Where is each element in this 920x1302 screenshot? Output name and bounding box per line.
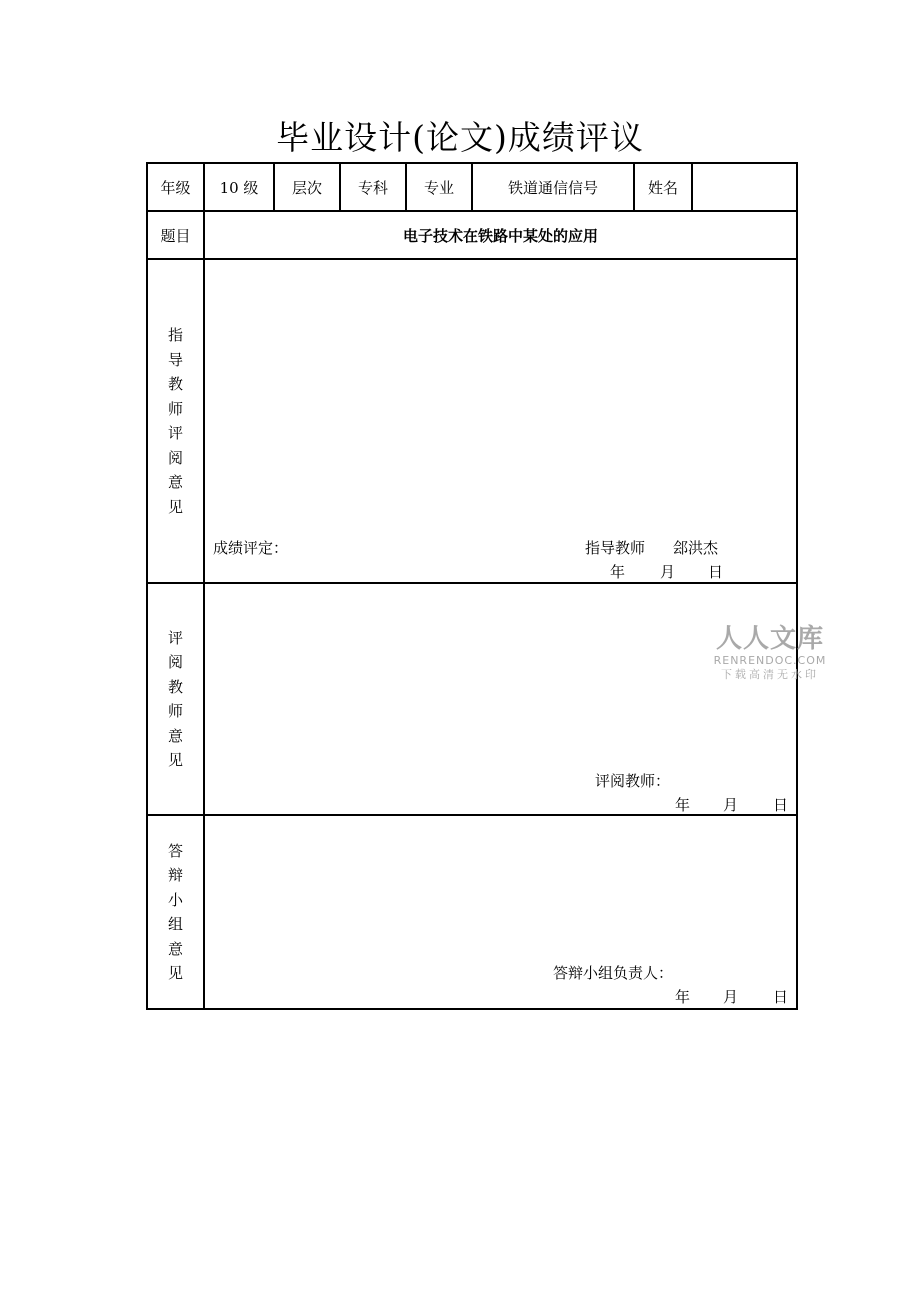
advisor-year: 年 — [610, 563, 626, 581]
defense-section-label — [147, 815, 204, 1009]
grade-value: 10 级 — [204, 163, 274, 211]
level-label: 层次 — [274, 163, 340, 211]
advisor-month: 月 — [660, 563, 676, 581]
watermark-logo — [705, 624, 835, 682]
reviewer-section-label — [147, 583, 204, 815]
name-value — [692, 163, 797, 211]
label-char: 师 — [167, 702, 183, 720]
label-char: 评 — [167, 424, 183, 442]
label-char: 答 — [167, 841, 183, 860]
advisor-day: 日 — [708, 563, 724, 581]
label-char: 见 — [167, 497, 183, 516]
grade-label: 年级 — [147, 163, 204, 211]
reviewer-section — [147, 583, 797, 815]
advisor-section — [147, 259, 797, 583]
score-label: 成绩评定： — [213, 539, 289, 557]
topic-label: 题目 — [147, 211, 204, 259]
major-label: 专业 — [406, 163, 472, 211]
label-char: 阅 — [167, 448, 183, 467]
major-value: 铁道通信信号 — [472, 163, 634, 211]
advisor-section-label — [147, 259, 204, 583]
label-char: 辩 — [167, 866, 183, 884]
label-char: 小 — [167, 890, 183, 909]
topic-row — [147, 211, 797, 259]
reviewer-comment-area[interactable] — [204, 583, 827, 815]
defense-section — [147, 815, 797, 1009]
defense-year: 年 — [675, 988, 691, 1006]
header-row — [147, 163, 797, 211]
defense-comment-area[interactable] — [204, 815, 797, 1009]
defense-day: 日 — [773, 988, 789, 1006]
watermark-brand: 人人文库 — [715, 624, 824, 654]
defense-month: 月 — [723, 988, 739, 1006]
label-char: 教 — [167, 375, 183, 393]
label-char: 意 — [167, 939, 183, 958]
reviewer-label: 评阅教师： — [595, 772, 671, 790]
label-char: 见 — [167, 751, 183, 769]
name-label: 姓名 — [634, 163, 692, 211]
label-char: 意 — [167, 473, 183, 491]
reviewer-year: 年 — [675, 796, 691, 814]
label-char: 组 — [167, 915, 183, 933]
label-char: 见 — [167, 964, 183, 982]
watermark-domain: RENRENDOC.COM — [713, 654, 827, 667]
defense-leader-label: 答辩小组负责人： — [553, 964, 674, 982]
label-char: 师 — [167, 399, 183, 418]
reviewer-day: 日 — [773, 796, 789, 814]
label-char: 指 — [167, 326, 183, 344]
level-value: 专科 — [340, 163, 406, 211]
topic-value: 电子技术在铁路中某处的应用 — [204, 211, 797, 259]
advisor-name: 郐洪杰 — [673, 539, 719, 557]
advisor-comment-area[interactable] — [204, 259, 797, 583]
reviewer-month: 月 — [723, 796, 739, 814]
label-char: 导 — [167, 350, 183, 369]
watermark-slogan: 下载高清无水印 — [721, 668, 819, 681]
label-char: 教 — [167, 677, 183, 696]
label-char: 意 — [167, 726, 183, 745]
label-char: 评 — [167, 628, 183, 647]
label-char: 阅 — [167, 653, 183, 671]
evaluation-form — [146, 162, 827, 1010]
advisor-label: 指导教师 — [585, 539, 646, 557]
page-title: 毕业设计(论文)成绩评议 — [276, 118, 644, 157]
